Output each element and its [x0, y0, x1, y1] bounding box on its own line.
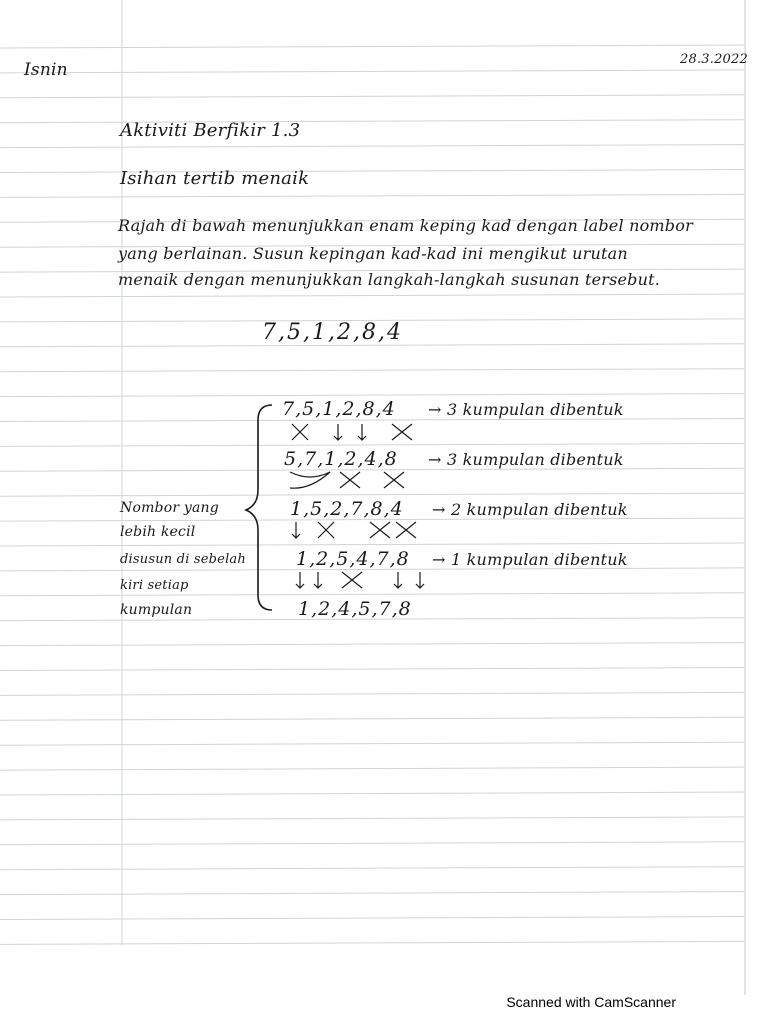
subtitle: Isihan tertib menaik [120, 168, 310, 189]
side-note-line-2: lebih kecil [120, 524, 196, 540]
question-line-2: yang berlainan. Susun kepingan kad-kad ini mengikut urutan [118, 244, 628, 263]
side-note-line-1: Nombor yang [120, 500, 219, 516]
step-3-note: 2 kumpulan dibentuk [451, 500, 628, 519]
step-1-numbers: 7,5,1,2,8,4 [282, 398, 396, 420]
question-line-1: Rajah di bawah menunjukkan enam keping kad dengan label nombor [118, 216, 693, 235]
side-note-line-5: kumpulan [120, 602, 193, 618]
side-note-line-4: kiri setiap [120, 578, 189, 593]
step-4-note: 1 kumpulan dibentuk [451, 550, 628, 569]
step-3-arrow: → [432, 500, 446, 519]
step-4-arrow: → [432, 550, 446, 569]
curly-brace [246, 405, 272, 610]
step-2-numbers: 5,7,1,2,4,8 [284, 448, 398, 470]
scanner-watermark: Scanned with CamScanner [506, 994, 676, 1010]
step-2-arrow: → [428, 450, 442, 469]
page-title: Aktiviti Berfikir 1.3 [120, 120, 301, 141]
step-4-numbers: 1,2,5,4,7,8 [296, 548, 410, 570]
date-label: 28.3.2022 [680, 52, 748, 67]
step-1-arrow: → [428, 400, 442, 419]
day-label: Isnin [24, 60, 68, 80]
number-sequence: 7,5,1,2,8,4 [262, 320, 403, 345]
step-5-numbers: 1,2,4,5,7,8 [298, 598, 412, 620]
step-3-numbers: 1,5,2,7,8,4 [290, 498, 404, 520]
step-1-note: 3 kumpulan dibentuk [447, 400, 624, 419]
side-note-line-3: disusun di sebelah [120, 552, 246, 567]
question-line-3: menaik dengan menunjukkan langkah-langkah susunan tersebut. [118, 270, 661, 289]
step-2-note: 3 kumpulan dibentuk [447, 450, 624, 469]
